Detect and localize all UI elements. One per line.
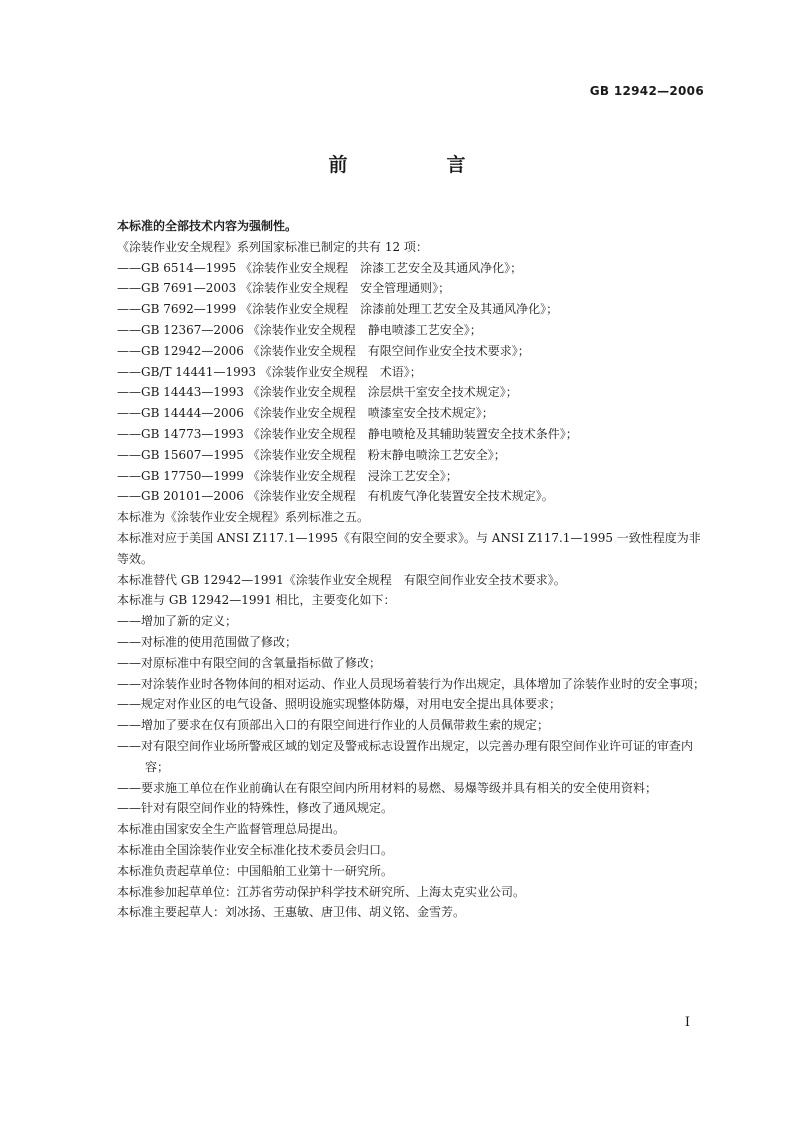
drafting-unit: 本标准负责起草单位：中国船舶工业第十一研究所。	[117, 863, 394, 878]
series-item: ——GB 20101—2006 《涂装作业安全规程 有机废气净化装置安全技术规定》。	[117, 489, 554, 504]
change-item: ——针对有限空间作业的特殊性，修改了通风规定。	[117, 801, 394, 816]
series-item: ——GB 14443—1993 《涂装作业安全规程 涂层烘干室安全技术规定》；	[117, 385, 518, 400]
series-item: ——GB 14444—2006 《涂装作业安全规程 喷漆室安全技术规定》；	[117, 406, 494, 421]
change-item: ——对有限空间作业场所警戒区域的划定及警戒标志设置作出规定，以完善办理有限空间作业许可证的审查内容；	[117, 738, 694, 774]
changes-list	[117, 611, 705, 819]
series-intro: 《涂装作业安全规程》系列国家标准已制定的共有 12 项：	[117, 239, 428, 254]
mandatory-statement: 本标准的全部技术内容为强制性。	[117, 219, 298, 233]
series-item: ——GB 17750—1999 《涂装作业安全规程 浸涂工艺安全》；	[117, 468, 458, 483]
series-item: ——GB 15607—1995 《涂装作业安全规程 粉末静电喷涂工艺安全》；	[117, 447, 506, 462]
series-item: ——GB 7691—2003 《涂装作业安全规程 安全管理通则》；	[117, 281, 451, 296]
change-item: ——规定对作业区的电气设备、照明设施实现整体防爆，对用电安全提出具体要求；	[117, 697, 562, 712]
foreword-body	[117, 216, 705, 923]
page-number: I	[684, 1015, 690, 1030]
series-item: ——GB 6514—1995 《涂装作业安全规程 涂漆工艺安全及其通风净化》；	[117, 260, 523, 275]
change-item: ——增加了要求在仅有顶部出入口的有限空间进行作业的人员佩带救生索的规定；	[117, 718, 550, 733]
change-item: ——对涂装作业时各物体间的相对运动、作业人员现场着装行为作出规定，具体增加了涂装作业时的安全事项；	[117, 676, 706, 691]
series-item: ——GB 7692—1999 《涂装作业安全规程 涂漆前处理工艺安全及其通风净化》；	[117, 302, 559, 317]
replacement-statement: 本标准替代 GB 12942—1991《涂装作业安全规程 有限空间作业安全技术要求》。	[117, 572, 566, 587]
series-list	[117, 258, 705, 508]
changes-intro: 本标准与 GB 12942—1991 相比，主要变化如下：	[117, 593, 396, 608]
page-title: 前 言	[328, 154, 506, 176]
proposer-statement: 本标准由国家安全生产监督管理总局提出。	[117, 822, 346, 837]
series-item: ——GB 12942—2006 《涂装作业安全规程 有限空间作业安全技术要求》；	[117, 343, 530, 358]
main-drafters: 本标准主要起草人：刘冰扬、王惠敏、唐卫伟、胡义铭、金雪芳。	[117, 905, 466, 920]
standard-number: GB 12942—2006	[589, 84, 704, 98]
participating-units: 本标准参加起草单位：江苏省劳动保护科学技术研究所、上海太克实业公司。	[117, 884, 526, 899]
series-item: ——GB 12367—2006 《涂装作业安全规程 静电喷漆工艺安全》；	[117, 322, 482, 337]
series-item: ——GB 14773—1993 《涂装作业安全规程 静电喷枪及其辅助装置安全技术条件》；	[117, 426, 578, 441]
series-item: ——GB/T 14441—1993 《涂装作业安全规程 术语》；	[117, 364, 422, 379]
change-item: ——要求施工单位在作业前确认在有限空间内所用材料的易燃、易爆等级并具有相关的安全使用资料；	[117, 780, 658, 795]
correspondence-statement: 本标准对应于美国 ANSI Z117.1—1995《有限空间的安全要求》。与 ANSI Z117.1—1995 一致性程度为非等效。	[117, 530, 701, 566]
change-item: ——增加了新的定义；	[117, 614, 238, 629]
change-item: ——对标准的使用范围做了修改；	[117, 634, 298, 649]
administrator-statement: 本标准由全国涂装作业安全标准化技术委员会归口。	[117, 842, 394, 857]
change-item: ——对原标准中有限空间的含氧量指标做了修改；	[117, 655, 382, 670]
series-position: 本标准为《涂装作业安全规程》系列标准之五。	[117, 510, 370, 525]
